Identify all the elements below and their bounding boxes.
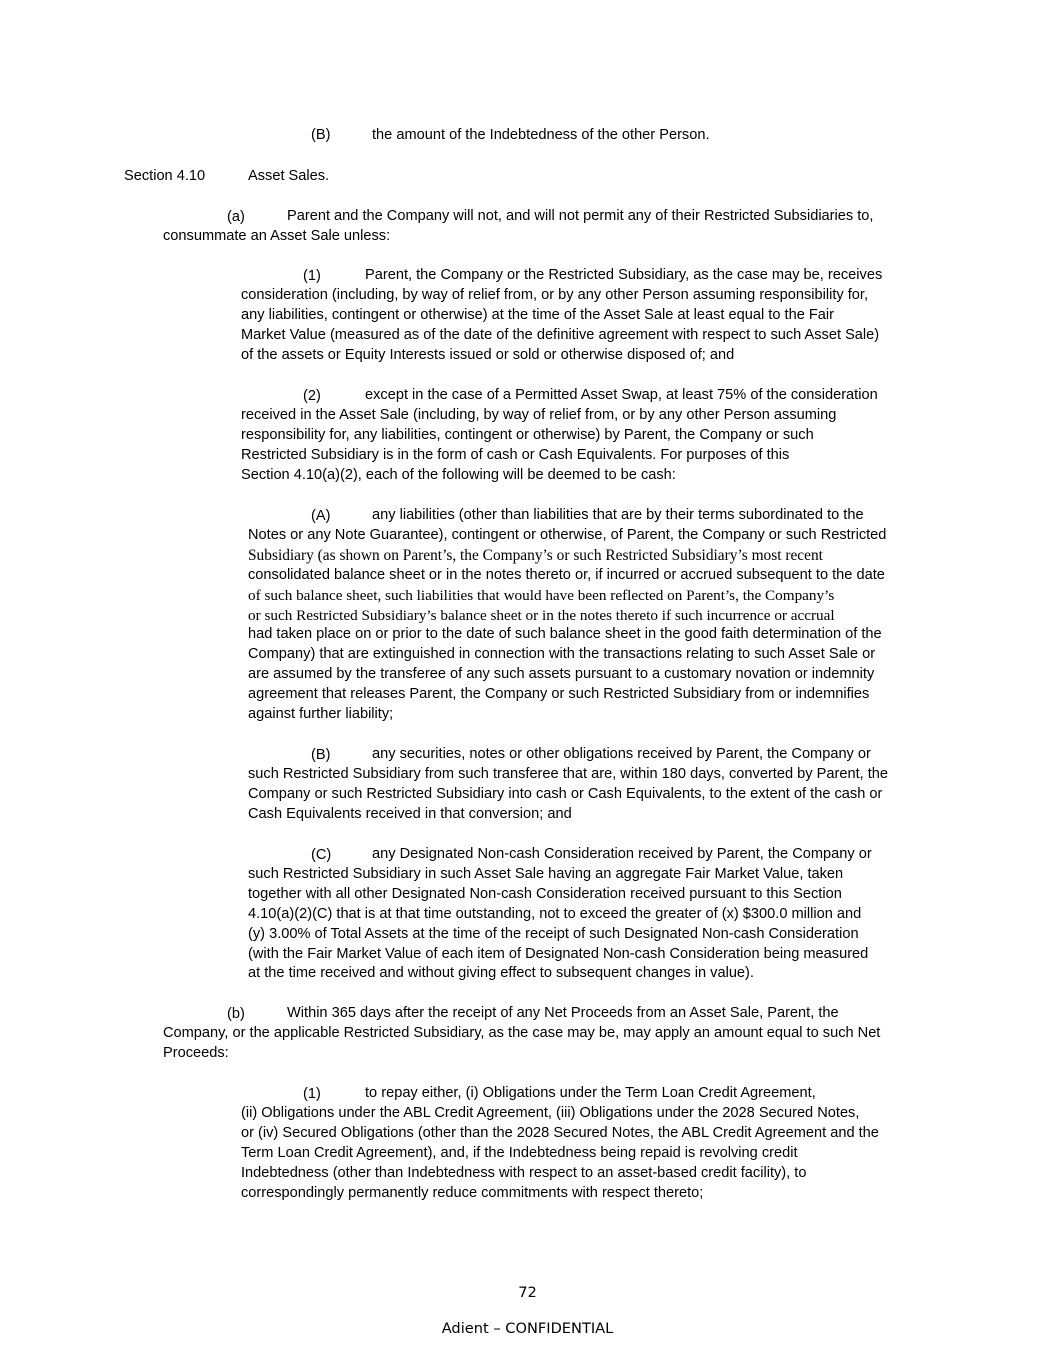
para-b-line: Proceeds: <box>163 1044 229 1061</box>
a1-line: of the assets or Equity Interests issued or sold or otherwise disposed of; and <box>241 346 735 363</box>
b1-line: correspondingly permanently reduce commitments with respect thereto; <box>241 1184 704 1201</box>
a2B-line: Company or such Restricted Subsidiary into cash or Cash Equivalents, to the extent of the cash or <box>248 785 883 802</box>
para-a-label: (a) <box>227 209 245 225</box>
a2C-line: 4.10(a)(2)(C) that is at that time outstanding, not to exceed the greater of (x) $300.0 million and <box>248 905 862 922</box>
a2A-line: Company) that are extinguished in connection with the transactions relating to such Asset Sale or <box>248 646 876 663</box>
b1-line: to repay either, (i) Obligations under the Term Loan Credit Agreement, <box>365 1085 816 1101</box>
para-b-line: Within 365 days after the receipt of any Net Proceeds from an Asset Sale, Parent, the <box>287 1005 839 1021</box>
top-item-label: (B) <box>311 127 331 143</box>
a1-line: consideration (including, by way of relief from, or by any other Person assuming responsibility for, <box>241 286 869 303</box>
para-a-line: consummate an Asset Sale unless: <box>163 227 391 244</box>
a2A-line: or such Restricted Subsidiary’s balance sheet or in the notes thereto if such incurrence or accrual <box>248 606 835 624</box>
a2C-line: such Restricted Subsidiary in such Asset Sale having an aggregate Fair Market Value, taken <box>248 865 844 882</box>
a2A-line: consolidated balance sheet or in the notes thereto or, if incurred or accrued subsequent to the date <box>248 566 885 583</box>
b1-line: or (iv) Secured Obligations (other than the 2028 Secured Notes, the ABL Credit Agreement and the <box>241 1124 879 1141</box>
a2A-line: had taken place on or prior to the date of such balance sheet in the good faith determination of the <box>248 626 882 643</box>
a2C-line: together with all other Designated Non-cash Consideration received pursuant to this Section <box>248 885 842 902</box>
a1-line: Parent, the Company or the Restricted Subsidiary, as the case may be, receives <box>365 267 883 283</box>
a2C-line: any Designated Non-cash Consideration received by Parent, the Company or <box>372 846 872 862</box>
a2B-paragraph <box>248 745 888 825</box>
section-number: Section 4.10 <box>124 168 206 184</box>
a2B-line: such Restricted Subsidiary from such transferee that are, within 180 days, converted by Parent, the <box>248 765 889 782</box>
a2C-line: (y) 3.00% of Total Assets at the time of the receipt of such Designated Non-cash Consideration <box>248 925 859 942</box>
a2B-line: Cash Equivalents received in that conversion; and <box>248 805 572 822</box>
top-item-text: the amount of the Indebtedness of the other Person. <box>372 127 710 143</box>
b1-line: (ii) Obligations under the ABL Credit Agreement, (iii) Obligations under the 2028 Secured Notes, <box>241 1104 860 1121</box>
a1-line: any liabilities, contingent or otherwise) at the time of the Asset Sale at least equal to the Fair <box>241 306 834 323</box>
a2B-label: (B) <box>311 747 331 763</box>
b1-line: Indebtedness (other than Indebtedness with respect to an asset-based credit facility), to <box>241 1164 807 1181</box>
a2A-paragraph <box>248 506 886 725</box>
a2-line: received in the Asset Sale (including, by way of relief from, or by any other Person assuming <box>241 406 837 423</box>
a2-line: Section 4.10(a)(2), each of the following will be deemed to be cash: <box>241 466 676 483</box>
para-b <box>163 1004 880 1064</box>
a2A-line: any liabilities (other than liabilities that are by their terms subordinated to the <box>372 507 864 523</box>
page-number: 72 <box>518 1284 537 1301</box>
a1-line: Market Value (measured as of the date of the definitive agreement with respect to such Asset Sale) <box>241 326 880 343</box>
a2B-line: any securities, notes or other obligations received by Parent, the Company or <box>372 746 871 762</box>
a2-label: (2) <box>303 388 321 404</box>
a2A-line: of such balance sheet, such liabilities that would have been reflected on Parent’s, the Company’s <box>248 586 835 604</box>
a1-paragraph <box>241 266 882 366</box>
para-b-line: Company, or the applicable Restricted Subsidiary, as the case may be, may apply an amount equal to such Net <box>163 1024 881 1041</box>
para-b-label: (b) <box>227 1006 245 1022</box>
a2-paragraph <box>241 386 878 486</box>
a2C-line: at the time received and without giving effect to subsequent changes in value). <box>248 965 754 982</box>
a2A-line: are assumed by the transferee of any such assets pursuant to a customary novation or indemnity <box>248 666 875 683</box>
section-title: Asset Sales. <box>248 168 330 184</box>
confidential-footer: Adient – CONFIDENTIAL <box>441 1320 614 1337</box>
b1-label: (1) <box>303 1086 321 1102</box>
a2-line: responsibility for, any liabilities, contingent or otherwise) by Parent, the Company or such <box>241 426 814 443</box>
a2A-line: agreement that releases Parent, the Company or such Restricted Subsidiary from or indemnifies <box>248 686 870 703</box>
a2C-label: (C) <box>311 847 332 863</box>
a2-line: except in the case of a Permitted Asset Swap, at least 75% of the consideration <box>365 387 878 403</box>
a2C-line: (with the Fair Market Value of each item of Designated Non-cash Consideration being measured <box>248 945 869 962</box>
a2C-paragraph <box>248 845 872 984</box>
para-a <box>163 207 873 247</box>
a2-line: Restricted Subsidiary is in the form of cash or Cash Equivalents. For purposes of this <box>241 446 790 463</box>
b1-line: Term Loan Credit Agreement), and, if the Indebtedness being repaid is revolving credit <box>241 1144 798 1161</box>
a2A-label: (A) <box>311 508 331 524</box>
para-a-line: Parent and the Company will not, and will not permit any of their Restricted Subsidiaries to, <box>287 208 874 224</box>
a2A-line: Subsidiary (as shown on Parent’s, the Company’s or such Restricted Subsidiary’s most recent <box>248 546 823 564</box>
a1-label: (1) <box>303 268 321 284</box>
b1-paragraph <box>241 1084 879 1203</box>
a2A-line: against further liability; <box>248 706 394 723</box>
a2A-line: Notes or any Note Guarantee), contingent or otherwise, of Parent, the Company or such Restricted <box>248 526 887 543</box>
